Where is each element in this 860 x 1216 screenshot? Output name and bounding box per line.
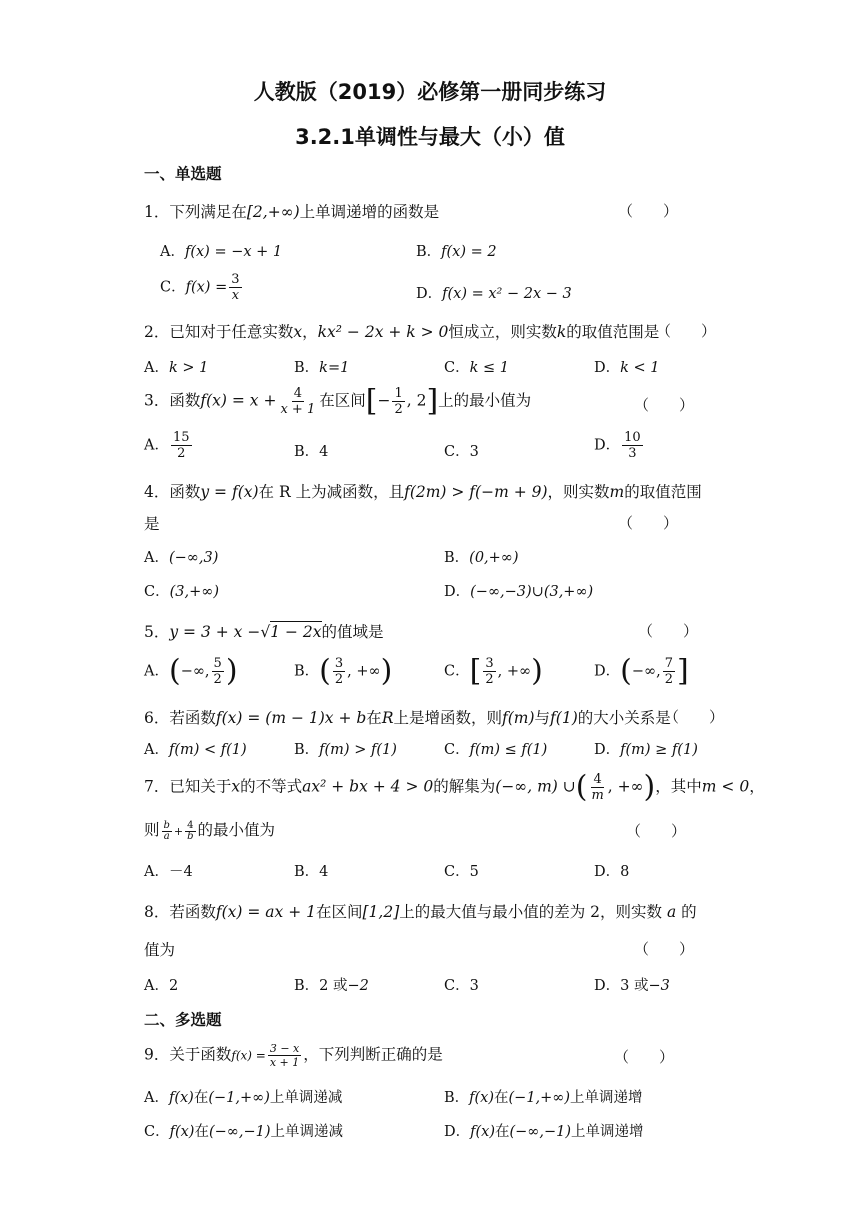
q4-option-c: C．(3,+∞) [144, 584, 219, 600]
q9-option-a: A．f(x)在(−1,+∞)上单调递减 [144, 1090, 343, 1106]
q1-text: 1．下列满足在 [144, 203, 247, 221]
q7-option-c: C．5 [444, 864, 479, 880]
q7-option-b: B．4 [294, 864, 329, 880]
q5-answer-paren: （ ） [638, 622, 699, 640]
question-7-stem: 7．已知关于x的不等式ax² + bx + 4 > 0的解集为(−∞, m) ∪( $\frac{4}{m}$ , +∞)，其中m < 0， [144, 769, 765, 805]
q7-option-a: A．－4 [144, 864, 193, 880]
q1-text-b: 上单调递增的函数是 [299, 203, 440, 221]
q2-option-b: B．k=1 [294, 360, 350, 376]
q1-option-b: B．f(x) = 2 [416, 244, 497, 260]
q9-answer-paren: （ ） [614, 1048, 675, 1066]
question-3-stem: 3．函数f(x) = x + $\frac{4}{x + 1}$ 在区间[− $\frac{1}{2}$ , 2]上的最小值为 [144, 383, 532, 419]
q2-option-c: C．k ≤ 1 [444, 360, 509, 376]
question-8-stem-cont: 值为 [144, 941, 176, 959]
q6-option-c: C．f(m) ≤ f(1) [444, 742, 548, 758]
question-9-stem: 9．关于函数f(x) = $\frac{3 - x}{x + 1}$ ，下列判断正确的是 [144, 1042, 443, 1069]
q3-answer-paren: （ ） [634, 396, 695, 414]
q9-option-c: C．f(x)在(−∞,−1)上单调递减 [144, 1124, 343, 1140]
section-multiple-choice: 二、多选题 [144, 1011, 222, 1029]
question-8-stem: 8．若函数f(x) = ax + 1在区间[1,2]上的最大值与最小值的差为 2，则实数 a 的 [144, 903, 697, 921]
q4-answer-paren: （ ） [618, 514, 679, 532]
q3-option-c: C．3 [444, 444, 479, 460]
q8-option-b: B．2 或−2 [294, 978, 369, 994]
q2-answer-paren: （ ） [656, 322, 717, 340]
q6-option-d: D．f(m) ≥ f(1) [594, 742, 698, 758]
q4-option-a: A．(−∞,3) [144, 550, 219, 566]
question-1-stem [144, 200, 439, 222]
question-4-stem-cont: 是 [144, 515, 160, 533]
q8-answer-paren: （ ） [634, 940, 695, 958]
q3-interval-fraction: $\frac{1}{2}$ [394, 386, 403, 417]
q1-interval: [2,+∞) [246, 203, 300, 221]
q1-option-a: A．f(x) = −x + 1 [160, 244, 283, 260]
q1-c-fraction: $\frac{3}{x}$ [231, 272, 240, 303]
q8-option-d: D．3 或−3 [594, 978, 670, 994]
q7-option-d: D．8 [594, 864, 630, 880]
page-subtitle: 3.2.1单调性与最大（小）值 [295, 125, 565, 149]
q5-option-d: D．(−∞, $\frac{7}{2}$ ] [594, 653, 689, 689]
q2-option-d: D．k < 1 [594, 360, 660, 376]
q9-option-d: D．f(x)在(−∞,−1)上单调递增 [444, 1124, 644, 1140]
q2-option-a: A．k > 1 [144, 360, 209, 376]
question-7-stem-cont: 则 $\frac{b}{a}$ + $\frac{4}{b}$ 的最小值为 [144, 819, 276, 842]
q1-option-d: D．f(x) = x² − 2x − 3 [416, 286, 572, 302]
q6-answer-paren: （ ） [664, 708, 725, 726]
q5-option-c: C．[ $\frac{3}{2}$ , +∞) [444, 653, 543, 689]
q4-option-b: B．(0,+∞) [444, 550, 519, 566]
q6-option-b: B．f(m) > f(1) [294, 742, 397, 758]
q8-option-a: A．2 [144, 978, 179, 994]
q8-option-c: C．3 [444, 978, 479, 994]
q3-option-b: B．4 [294, 444, 329, 460]
q1-answer-paren: （ ） [618, 202, 679, 220]
q6-option-a: A．f(m) < f(1) [144, 742, 247, 758]
question-5-stem: 5．y = 3 + x −√1 − 2x的值域是 [144, 623, 384, 641]
q9-option-b: B．f(x)在(−1,+∞)上单调递增 [444, 1090, 643, 1106]
q3-option-d: D． $\frac{10}{3}$ [594, 430, 641, 461]
q4-option-d: D．(−∞,−3)∪(3,+∞) [444, 584, 594, 600]
question-2-stem: 2．已知对于任意实数x，kx² − 2x + k > 0恒成立，则实数k的取值范围是 [144, 323, 660, 341]
section-single-choice: 一、单选题 [144, 165, 222, 183]
q5-option-b: B．( $\frac{3}{2}$ , +∞) [294, 653, 393, 689]
q5-option-a: A．(−∞, $\frac{5}{2}$ ) [144, 653, 238, 689]
q7-answer-paren: （ ） [626, 822, 687, 840]
q3-option-a: A． $\frac{15}{2}$ [144, 430, 190, 461]
page-title: 人教版（2019）必修第一册同步练习 [253, 80, 607, 104]
q1-option-c: C．f(x) = $\frac{3}{x}$ [160, 272, 240, 303]
q3-fraction: $\frac{4}{x + 1}$ [280, 386, 316, 417]
question-6-stem: 6．若函数f(x) = (m − 1)x + b在R上是增函数，则f(m)与f(1)的大小关系是 [144, 709, 671, 727]
question-4-stem: 4．函数y = f(x)在 R 上为减函数，且f(2m) > f(−m + 9)，则实数m的取值范围 [144, 483, 702, 501]
